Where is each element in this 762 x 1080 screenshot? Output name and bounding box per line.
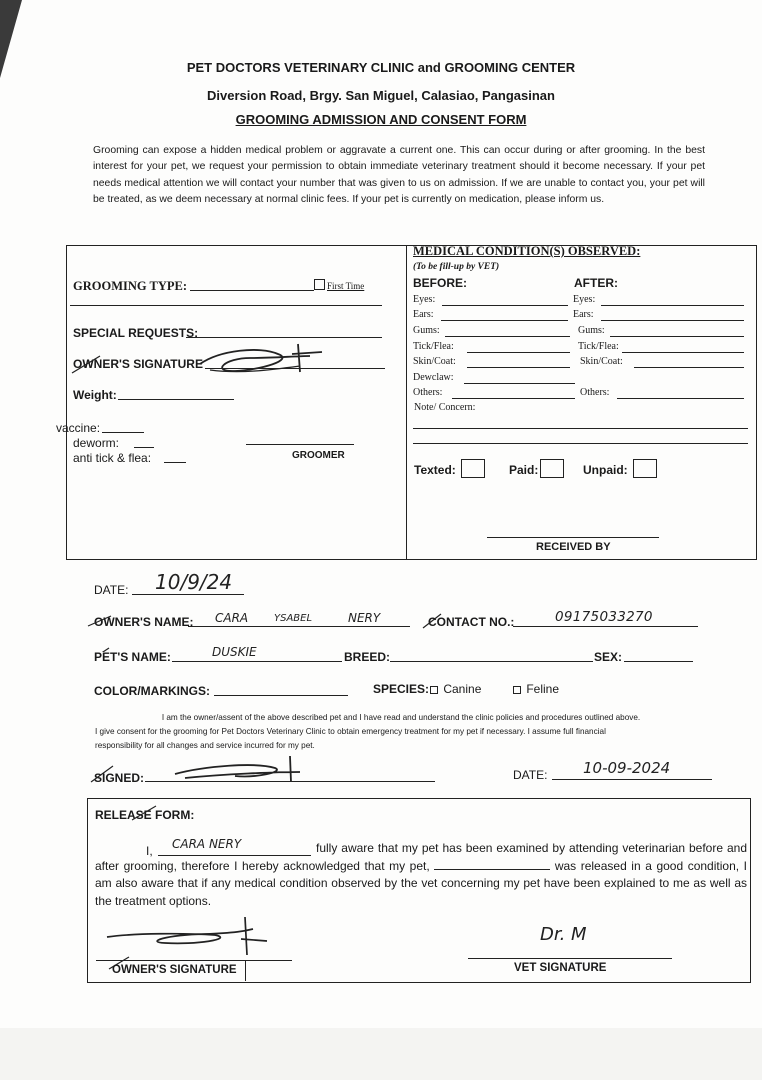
after-item-line[interactable] [617, 398, 744, 399]
before-item-label: Others: [413, 387, 443, 398]
deworm-label: deworm: [73, 436, 120, 450]
after-item-label: Gums: [578, 325, 605, 336]
vet-sig-label: VET SIGNATURE [514, 962, 607, 974]
form-title: GROOMING ADMISSION AND CONSENT FORM [235, 112, 527, 127]
before-item-line[interactable] [467, 352, 570, 353]
release-name-value: CARA NERY [172, 837, 242, 851]
contact-line[interactable] [513, 626, 698, 627]
grooming-type-label: GROOMING TYPE: [73, 279, 188, 293]
received-by-line[interactable] [487, 537, 659, 538]
note-label: Note/ Concern: [414, 402, 476, 413]
color-label: COLOR/MARKINGS: [94, 684, 210, 698]
feline-option[interactable] [513, 682, 559, 696]
panel-divider [406, 245, 407, 559]
after-item-line[interactable] [610, 336, 744, 337]
anti-tick-label: anti tick & flea: [73, 451, 152, 465]
species-label: SPECIES: [373, 682, 430, 696]
after-item-label: Eyes: [573, 294, 596, 305]
after-item-line[interactable] [601, 320, 744, 321]
before-item-label: Gums: [413, 325, 440, 336]
owner-sig-label: OWNER'S SIGNATURE [112, 964, 237, 976]
anti-tick-line[interactable] [164, 462, 186, 463]
grooming-extra-line [70, 305, 382, 306]
owner-signature-label: OWNER'S SIGNATURE [73, 357, 203, 371]
consent-text [95, 711, 707, 753]
canine-option[interactable] [430, 682, 481, 696]
before-item-label: Dewclaw: [413, 372, 454, 383]
contact-value: 09175033270 [555, 609, 653, 625]
canine-checkbox-icon [430, 686, 438, 694]
before-item-line[interactable] [442, 305, 568, 306]
owner-first-name: CARA [215, 611, 249, 625]
date-label: DATE: [94, 583, 129, 597]
after-heading: AFTER: [574, 276, 618, 290]
feline-checkbox-icon [513, 686, 521, 694]
before-item-label: Ears: [413, 309, 434, 320]
grooming-type-line[interactable] [190, 290, 314, 291]
clinic-address: Diversion Road, Brgy. San Miguel, Calasiao, Pangasinan [207, 88, 555, 103]
canine-label: Canine [443, 682, 482, 696]
after-item-label: Skin/Coat: [580, 356, 623, 367]
sex-line[interactable] [624, 661, 693, 662]
groomer-line[interactable] [246, 444, 354, 445]
texted-label: Texted: [414, 463, 456, 477]
breed-label: BREED: [344, 650, 391, 664]
date-value: 10/9/24 [155, 570, 233, 594]
paid-label: Paid: [509, 463, 539, 477]
release-title: RELEASE FORM: [95, 808, 195, 822]
pet-name-line[interactable] [172, 661, 342, 662]
signed-signature-scribble [85, 752, 345, 792]
contact-label: CONTACT NO.: [428, 615, 515, 629]
first-time-checkbox[interactable] [314, 279, 364, 291]
before-item-line[interactable] [445, 336, 570, 337]
paid-checkbox[interactable] [540, 459, 564, 478]
note-line-1[interactable] [413, 428, 748, 429]
texted-checkbox[interactable] [461, 459, 485, 478]
after-item-label: Others: [580, 387, 610, 398]
medical-subtitle: (To be fill-up by VET) [413, 262, 500, 272]
release-pet-line[interactable] [434, 859, 550, 870]
pet-name-label: PET'S NAME: [94, 650, 171, 664]
clinic-name: PET DOCTORS VETERINARY CLINIC and GROOMING CENTER [186, 60, 576, 75]
consent-date-value: 10-09-2024 [583, 759, 671, 777]
field-strokes [85, 612, 445, 652]
unpaid-label: Unpaid: [583, 463, 628, 477]
release-paragraph [95, 840, 747, 910]
vet-initials: Dr. M [540, 924, 587, 945]
feline-label: Feline [526, 682, 560, 696]
signed-label: SIGNED: [94, 771, 145, 785]
release-i-label: I, [146, 844, 153, 858]
vet-sig-line[interactable] [468, 958, 672, 959]
vaccine-line[interactable] [102, 432, 144, 433]
after-item-label: Tick/Flea: [578, 341, 619, 352]
medical-title: MEDICAL CONDITION(S) OBSERVED: [413, 244, 641, 258]
owner-name-label: OWNER'S NAME: [94, 615, 194, 629]
before-item-label: Eyes: [413, 294, 436, 305]
checkbox-icon [314, 279, 325, 290]
after-item-line[interactable] [622, 352, 744, 353]
consent-line-1: I am the owner/assent of the above described pet and I have read and understand the clinic policies and procedures outlined above. [161, 713, 641, 722]
consent-line-2: I give consent for the grooming for Pet Doctors Veterinary Clinic to obtain emergency treatment for my pet if necessary. I assume full financial [95, 727, 606, 736]
before-heading: BEFORE: [413, 276, 467, 290]
owner-middle-name: YSABEL [274, 613, 313, 624]
release-text-a: fully aware that my pet has been examined by attending veterinarian before and after grooming, therefore I hereby acknowledged that my pet, [95, 841, 747, 873]
breed-line[interactable] [390, 661, 593, 662]
before-item-label: Tick/Flea: [413, 341, 454, 352]
vaccine-label: vaccine: [56, 421, 101, 435]
before-item-line[interactable] [441, 320, 568, 321]
release-text-b: was released in a good condition, I am also aware that if any medical condition observed by the vet concerning my pet have been explained to me as well as the treatment options. [95, 858, 747, 908]
special-requests-label: SPECIAL REQUESTS: [73, 326, 199, 340]
color-line[interactable] [214, 695, 348, 696]
groomer-label: GROOMER [292, 450, 345, 461]
consent-date-line[interactable] [552, 779, 712, 780]
release-title-stroke [130, 802, 160, 822]
unpaid-checkbox[interactable] [633, 459, 657, 478]
owner-sig-divider [245, 960, 246, 981]
sex-label: SEX: [594, 650, 623, 664]
after-item-line[interactable] [601, 305, 744, 306]
pet-name-value: DUSKIE [212, 645, 257, 659]
owner-last-name: NERY [348, 611, 381, 625]
before-item-line[interactable] [464, 383, 575, 384]
before-item-line[interactable] [467, 367, 570, 368]
received-by-label: RECEIVED BY [536, 541, 611, 553]
weight-line[interactable] [118, 399, 234, 400]
after-item-label: Ears: [573, 309, 594, 320]
weight-label: Weight: [73, 388, 117, 402]
before-item-line[interactable] [452, 398, 575, 399]
consent-date-label: DATE: [513, 768, 548, 782]
date-line[interactable] [132, 594, 244, 595]
before-item-label: Skin/Coat: [413, 356, 456, 367]
first-time-label: First Time [327, 281, 365, 291]
consent-line-3: responsibility for all changes and service incurred for my pet. [95, 741, 315, 750]
owner-signature-scribble [60, 338, 340, 383]
note-line-2[interactable] [413, 443, 748, 444]
deworm-line[interactable] [134, 447, 154, 448]
owner-sig-line[interactable] [96, 960, 292, 961]
after-item-line[interactable] [634, 367, 744, 368]
intro-paragraph: Grooming can expose a hidden medical problem or aggravate a current one. This can occur during or after grooming. In the best interest for your pet, we request your permission to obtain immediate veterinary treatment should it become necessary. If your pet needs medical attention we will contact your number that was given to us on admission. If we are unable to contact you, your pet will be treated, as we deem necessary at normal clinic fees. If your pet is currently on medication, please inform us. [93, 145, 705, 205]
